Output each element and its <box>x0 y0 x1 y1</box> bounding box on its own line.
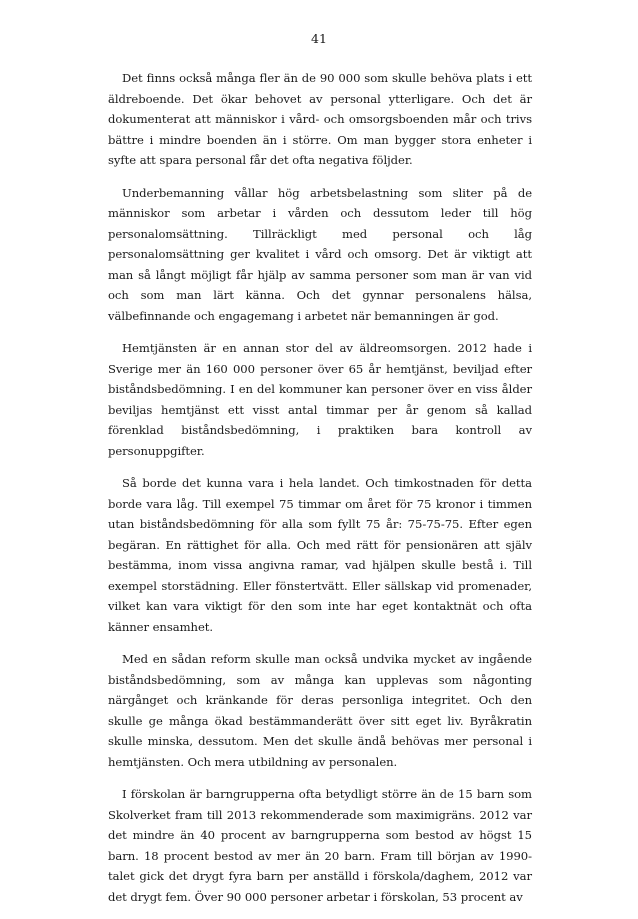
paragraph-6: I förskolan är barngrupperna ofta betydligt större än de 15 barn som Skolverket fram till 2013 rekommenderade som maximigräns. 2012 var det mindre än 40 procent av barngrupperna som bestod av högst 15 barn. 18 procent bestod av mer än 20 barn. Fram till början av 1990-talet gick det drygt fyra barn per anställd i förskola/daghem, 2012 var det drygt fem. Över 90 000 personer arbetar i förskolan, 53 procent av <box>108 787 532 904</box>
paragraph-2: Underbemanning vållar hög arbetsbelastning som sliter på de människor som arbetar i vården och dessutom leder till hög personalomsättning. Tillräckligt med personal och låg personalomsättning ger kvalitet i vård och omsorg. Det är viktigt att man så långt möjligt får hjälp av samma personer som man är van vid och som man lärt känna. Och det gynnar personalens hälsa, välbefinnande och engagemang i arbetet när bemanningen är god. <box>108 185 532 323</box>
paragraph-4: Så borde det kunna vara i hela landet. Och timkostnaden för detta borde vara låg. Till exempel 75 timmar om året för 75 kronor i timmen utan biståndsbedömning för alla som fyllt 75 år: 75-75-75. Efter egen begäran. En rättighet för alla. Och med rätt för pensionären att själv bestämma, inom vissa angivna ramar, vad hjälpen skulle bestå i. Till exempel storstädning. Eller fönstertvätt. Eller sällskap vid promenader, vilket kan vara viktigt för den som inte har eget kontaktnät och ofta känner ensamhet. <box>108 476 532 634</box>
paragraph-3: Hemtjänsten är en annan stor del av äldreomsorgen. 2012 hade i Sverige mer än 160 000 personer över 65 år hemtjänst, beviljad efter biståndsbedömning. I en del kommuner kan personer över en viss ålder beviljas hemtjänst ett visst antal timmar per år genom så kallad förenklad biståndsbedömning, i praktiken bara kontroll av personuppgifter. <box>108 341 532 458</box>
paragraph-5: Med en sådan reform skulle man också undvika mycket av ingående biståndsbedömning, som av många kan upplevas som någonting närgånget och kränkande för deras personliga integritet. Och den skulle ge många ökad bestämmanderätt över sitt eget liv. Byråkratin skulle minska, dessutom. Men det skulle ändå behövas mer personal i hemtjänsten. Och mera utbildning av personalen. <box>108 652 532 769</box>
paragraph-1: Det finns också många fler än de 90 000 som skulle behöva plats i ett äldreboende. Det ökar behovet av personal ytterligare. Och det är dokumenterat att människor i vård- och omsorgsboenden mår och trivs bättre i mindre boenden än i större. Om man bygger stora enheter i syfte att spara personal får det ofta negativa följder. <box>108 71 532 167</box>
body-text <box>108 68 532 919</box>
page-number: 41 <box>311 31 327 46</box>
